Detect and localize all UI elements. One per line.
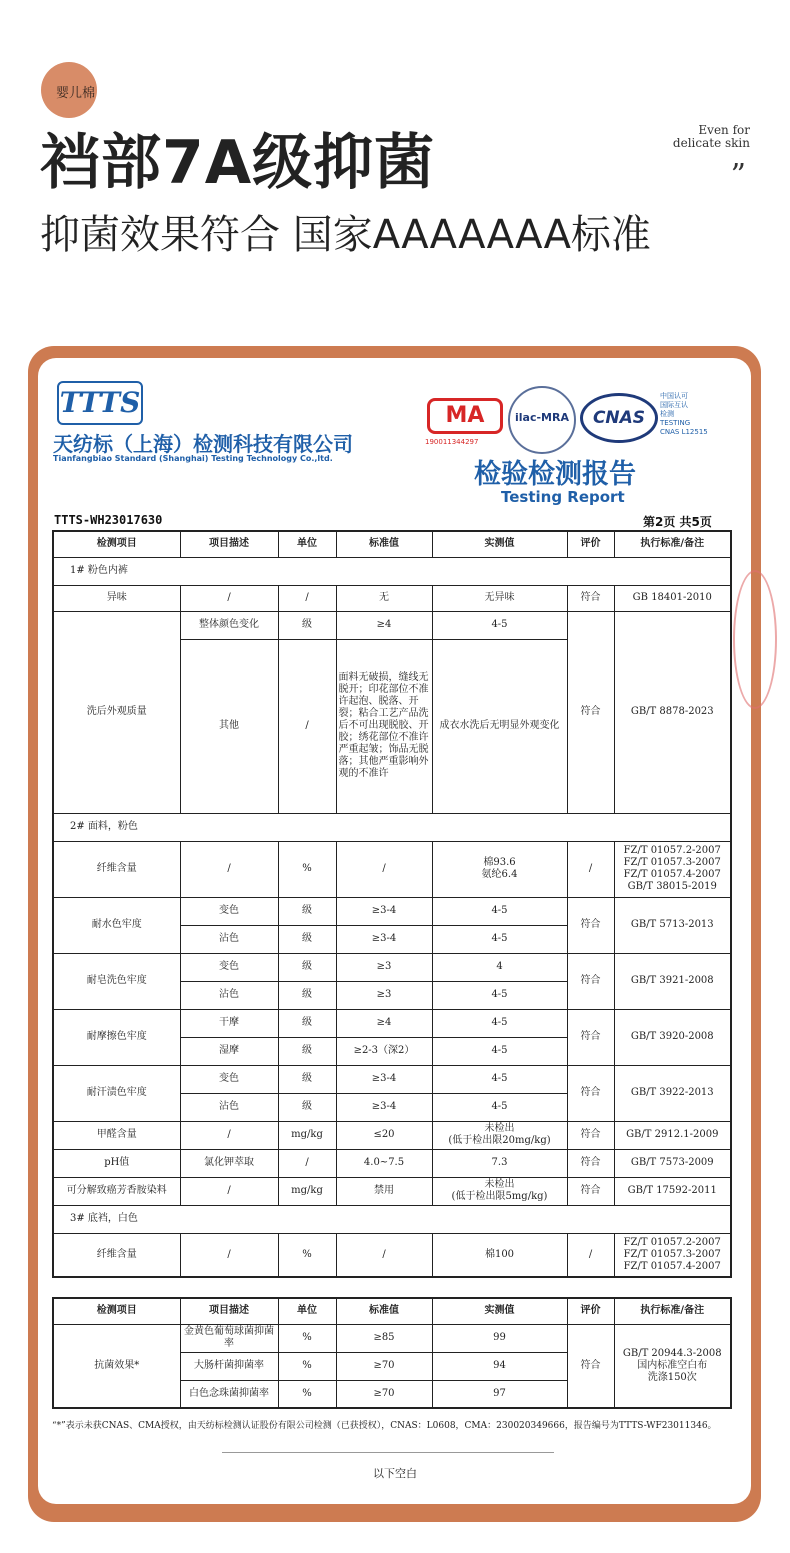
cell: 4-5	[432, 925, 567, 953]
cell: /	[180, 585, 278, 611]
table-header-row	[53, 531, 731, 557]
seal-stamp	[733, 570, 777, 709]
tagline-line-2: delicate skin	[672, 136, 750, 150]
cell: 沾色	[180, 925, 278, 953]
column-header: 实测值	[432, 531, 567, 557]
cell: ≥3	[336, 953, 432, 981]
cell: 4-5	[432, 1037, 567, 1065]
cell: GB/T 7573-2009	[614, 1149, 731, 1177]
cell: GB/T 8878-2023	[614, 611, 731, 813]
cell: 棉93.6 氨纶6.4	[432, 841, 567, 897]
cell: GB/T 5713-2013	[614, 897, 731, 953]
cell: GB/T 3920-2008	[614, 1009, 731, 1065]
cell: 级	[278, 1093, 336, 1121]
column-header: 检测项目	[53, 1298, 180, 1324]
cell: GB 18401-2010	[614, 585, 731, 611]
cell: 符合	[567, 1121, 614, 1149]
cell: ≥70	[336, 1380, 432, 1408]
cell: pH值	[53, 1149, 180, 1177]
table-row	[53, 1324, 731, 1352]
table-row	[53, 953, 731, 981]
table-row	[53, 585, 731, 611]
cnas-note-line: 中国认可	[660, 392, 688, 400]
ilac-mra-mark: ilac-MRA	[508, 386, 576, 454]
cell: 级	[278, 1009, 336, 1037]
cell: 变色	[180, 1065, 278, 1093]
cell: ≥70	[336, 1352, 432, 1380]
cell: /	[180, 841, 278, 897]
report-title-cn: 检验检测报告	[474, 459, 636, 490]
cell: ≥3-4	[336, 925, 432, 953]
cell: /	[278, 585, 336, 611]
column-header: 检测项目	[53, 531, 180, 557]
cell: 变色	[180, 897, 278, 925]
cell: 甲醛含量	[53, 1121, 180, 1149]
tagline-line-1: Even for	[698, 123, 750, 137]
cell: 级	[278, 981, 336, 1009]
cell: /	[336, 1233, 432, 1277]
cnas-note-line: 国际互认	[660, 401, 688, 409]
cell: 湿摩	[180, 1037, 278, 1065]
cell: ≥4	[336, 611, 432, 639]
cell: 面料无破损，缝线无脱开；印花部位不准许起泡、脱落、开裂；粘合工艺产品洗后不可出现脱胶、开胶；绣花部位不准许严重起皱；饰品无脱落；其他严重影响外观的不准许	[336, 639, 432, 813]
cell: %	[278, 841, 336, 897]
cell: /	[336, 841, 432, 897]
cell: /	[278, 1149, 336, 1177]
cell: ≤20	[336, 1121, 432, 1149]
cell: 符合	[567, 585, 614, 611]
cell: 抗菌效果*	[53, 1324, 180, 1408]
cell: 白色念珠菌抑菌率	[180, 1380, 278, 1408]
table-row	[53, 611, 731, 639]
cnas-note-line: 检测	[660, 410, 674, 418]
cell: /	[180, 1121, 278, 1149]
cell: ≥4	[336, 1009, 432, 1037]
cell: GB/T 17592-2011	[614, 1177, 731, 1205]
quote-mark: ”	[730, 158, 746, 193]
cell: 符合	[567, 1065, 614, 1121]
cnas-note	[660, 392, 708, 437]
cell: 整体颜色变化	[180, 611, 278, 639]
section-row	[53, 813, 731, 841]
cell: %	[278, 1233, 336, 1277]
cell: 棉100	[432, 1233, 567, 1277]
cell: 纤维含量	[53, 841, 180, 897]
cell: 干摩	[180, 1009, 278, 1037]
cell: 4-5	[432, 1065, 567, 1093]
table-row	[53, 1177, 731, 1205]
cell: 纤维含量	[53, 1233, 180, 1277]
company-name-en: Tianfangbiao Standard (Shanghai) Testing Technology Co.,ltd.	[53, 454, 333, 463]
report-title-en: Testing Report	[501, 488, 625, 506]
cell: 沾色	[180, 981, 278, 1009]
cell: 符合	[567, 953, 614, 1009]
cell: 94	[432, 1352, 567, 1380]
cell: FZ/T 01057.2-2007 FZ/T 01057.3-2007 FZ/T 01057.4-2007 GB/T 38015-2019	[614, 841, 731, 897]
cell: 禁用	[336, 1177, 432, 1205]
cell: mg/kg	[278, 1121, 336, 1149]
cell: GB/T 3922-2013	[614, 1065, 731, 1121]
section-row	[53, 557, 731, 585]
table-row	[53, 1065, 731, 1093]
cell: 4.0~7.5	[336, 1149, 432, 1177]
column-header: 评价	[567, 531, 614, 557]
page-title: 裆部7A级抑菌	[40, 128, 436, 198]
cell: 级	[278, 897, 336, 925]
cell: 级	[278, 611, 336, 639]
cell: %	[278, 1380, 336, 1408]
table-row	[53, 1009, 731, 1037]
table-row	[53, 1121, 731, 1149]
cell: 级	[278, 925, 336, 953]
cell: 4-5	[432, 897, 567, 925]
cell: ≥2-3（深2）	[336, 1037, 432, 1065]
cell: 耐水色牢度	[53, 897, 180, 953]
section-label: 3# 底裆，白色	[53, 1205, 731, 1233]
cell: 4	[432, 953, 567, 981]
cell: /	[180, 1177, 278, 1205]
cell: 耐皂洗色牢度	[53, 953, 180, 1009]
cma-number: 190011344297	[425, 438, 479, 446]
cell: FZ/T 01057.2-2007 FZ/T 01057.3-2007 FZ/T 01057.4-2007	[614, 1233, 731, 1277]
cell: 符合	[567, 1324, 614, 1408]
cell: GB/T 20944.3-2008 国内标准空白布 洗涤150次	[614, 1324, 731, 1408]
section-row	[53, 1205, 731, 1233]
ttts-logo: TTTS	[57, 381, 143, 425]
column-header: 实测值	[432, 1298, 567, 1324]
column-header: 项目描述	[180, 1298, 278, 1324]
section-label: 2# 面料，粉色	[53, 813, 731, 841]
column-header: 执行标准/备注	[614, 531, 731, 557]
cell: 未检出 (低于检出限20mg/kg)	[432, 1121, 567, 1149]
cell: ≥3	[336, 981, 432, 1009]
cell: 氯化钾萃取	[180, 1149, 278, 1177]
cell: 其他	[180, 639, 278, 813]
cell: 变色	[180, 953, 278, 981]
cell: 耐汗渍色牢度	[53, 1065, 180, 1121]
cell: 99	[432, 1324, 567, 1352]
divider	[222, 1452, 554, 1453]
cell: 异味	[53, 585, 180, 611]
cell: 成衣水洗后无明显外观变化	[432, 639, 567, 813]
cell: ≥3-4	[336, 897, 432, 925]
table-header-row	[53, 1298, 731, 1324]
cell: GB/T 3921-2008	[614, 953, 731, 1009]
cell: GB/T 2912.1-2009	[614, 1121, 731, 1149]
table-row	[53, 841, 731, 897]
company-name-cn: 天纺标（上海）检测科技有限公司	[53, 432, 353, 456]
table-row	[53, 1233, 731, 1277]
cell: 符合	[567, 1177, 614, 1205]
cell: 4-5	[432, 611, 567, 639]
table-row	[53, 897, 731, 925]
column-header: 标准值	[336, 1298, 432, 1324]
cell: 耐摩擦色牢度	[53, 1009, 180, 1065]
column-header: 标准值	[336, 531, 432, 557]
table-row	[53, 1149, 731, 1177]
report-number: TTTS-WH23017630	[54, 513, 163, 527]
page-subtitle: 抑菌效果符合 国家AAAAAAA标准	[40, 212, 651, 258]
cell: 7.3	[432, 1149, 567, 1177]
cell: ≥3-4	[336, 1065, 432, 1093]
test-results-table	[52, 530, 732, 1278]
cma-mark: MA	[427, 398, 503, 434]
cell: 未检出 (低于检出限5mg/kg)	[432, 1177, 567, 1205]
footnote: “*”表示未获CNAS、CMA授权，由天纺标检测认证股份有限公司检测（已获授权），CNAS：L0608，CMA：230020349666，报告编号为TTTS-WF23011346。	[52, 1421, 717, 1431]
cnas-mark: CNAS	[580, 393, 658, 443]
cell: 4-5	[432, 981, 567, 1009]
cell: 符合	[567, 897, 614, 953]
cell: 可分解致癌芳香胺染料	[53, 1177, 180, 1205]
cell: 符合	[567, 1009, 614, 1065]
section-label: 1# 粉色内裤	[53, 557, 731, 585]
cell: 大肠杆菌抑菌率	[180, 1352, 278, 1380]
cell: 洗后外观质量	[53, 611, 180, 813]
cnas-note-line: TESTING	[660, 419, 691, 427]
end-note: 以下空白	[373, 1467, 417, 1480]
cell: /	[567, 841, 614, 897]
cell: 金黄色葡萄球菌抑菌率	[180, 1324, 278, 1352]
brand-name: 婴儿棉	[56, 86, 96, 101]
cell: /	[278, 639, 336, 813]
column-header: 单位	[278, 1298, 336, 1324]
column-header: 单位	[278, 531, 336, 557]
cell: 符合	[567, 611, 614, 813]
cell: 级	[278, 1037, 336, 1065]
antibacterial-table	[52, 1297, 732, 1409]
cell: 97	[432, 1380, 567, 1408]
cell: 级	[278, 1065, 336, 1093]
column-header: 执行标准/备注	[614, 1298, 731, 1324]
cell: /	[180, 1233, 278, 1277]
cell: ≥85	[336, 1324, 432, 1352]
page-number: 第2页 共5页	[643, 515, 712, 529]
cell: 级	[278, 953, 336, 981]
cell: 沾色	[180, 1093, 278, 1121]
column-header: 项目描述	[180, 531, 278, 557]
cnas-note-line: CNAS L12515	[660, 428, 708, 436]
cell: ≥3-4	[336, 1093, 432, 1121]
cell: %	[278, 1324, 336, 1352]
cell: 无	[336, 585, 432, 611]
cell: 4-5	[432, 1009, 567, 1037]
cell: %	[278, 1352, 336, 1380]
cell: /	[567, 1233, 614, 1277]
cell: 4-5	[432, 1093, 567, 1121]
cell: mg/kg	[278, 1177, 336, 1205]
tagline	[673, 124, 750, 150]
cell: 无异味	[432, 585, 567, 611]
column-header: 评价	[567, 1298, 614, 1324]
cell: 符合	[567, 1149, 614, 1177]
